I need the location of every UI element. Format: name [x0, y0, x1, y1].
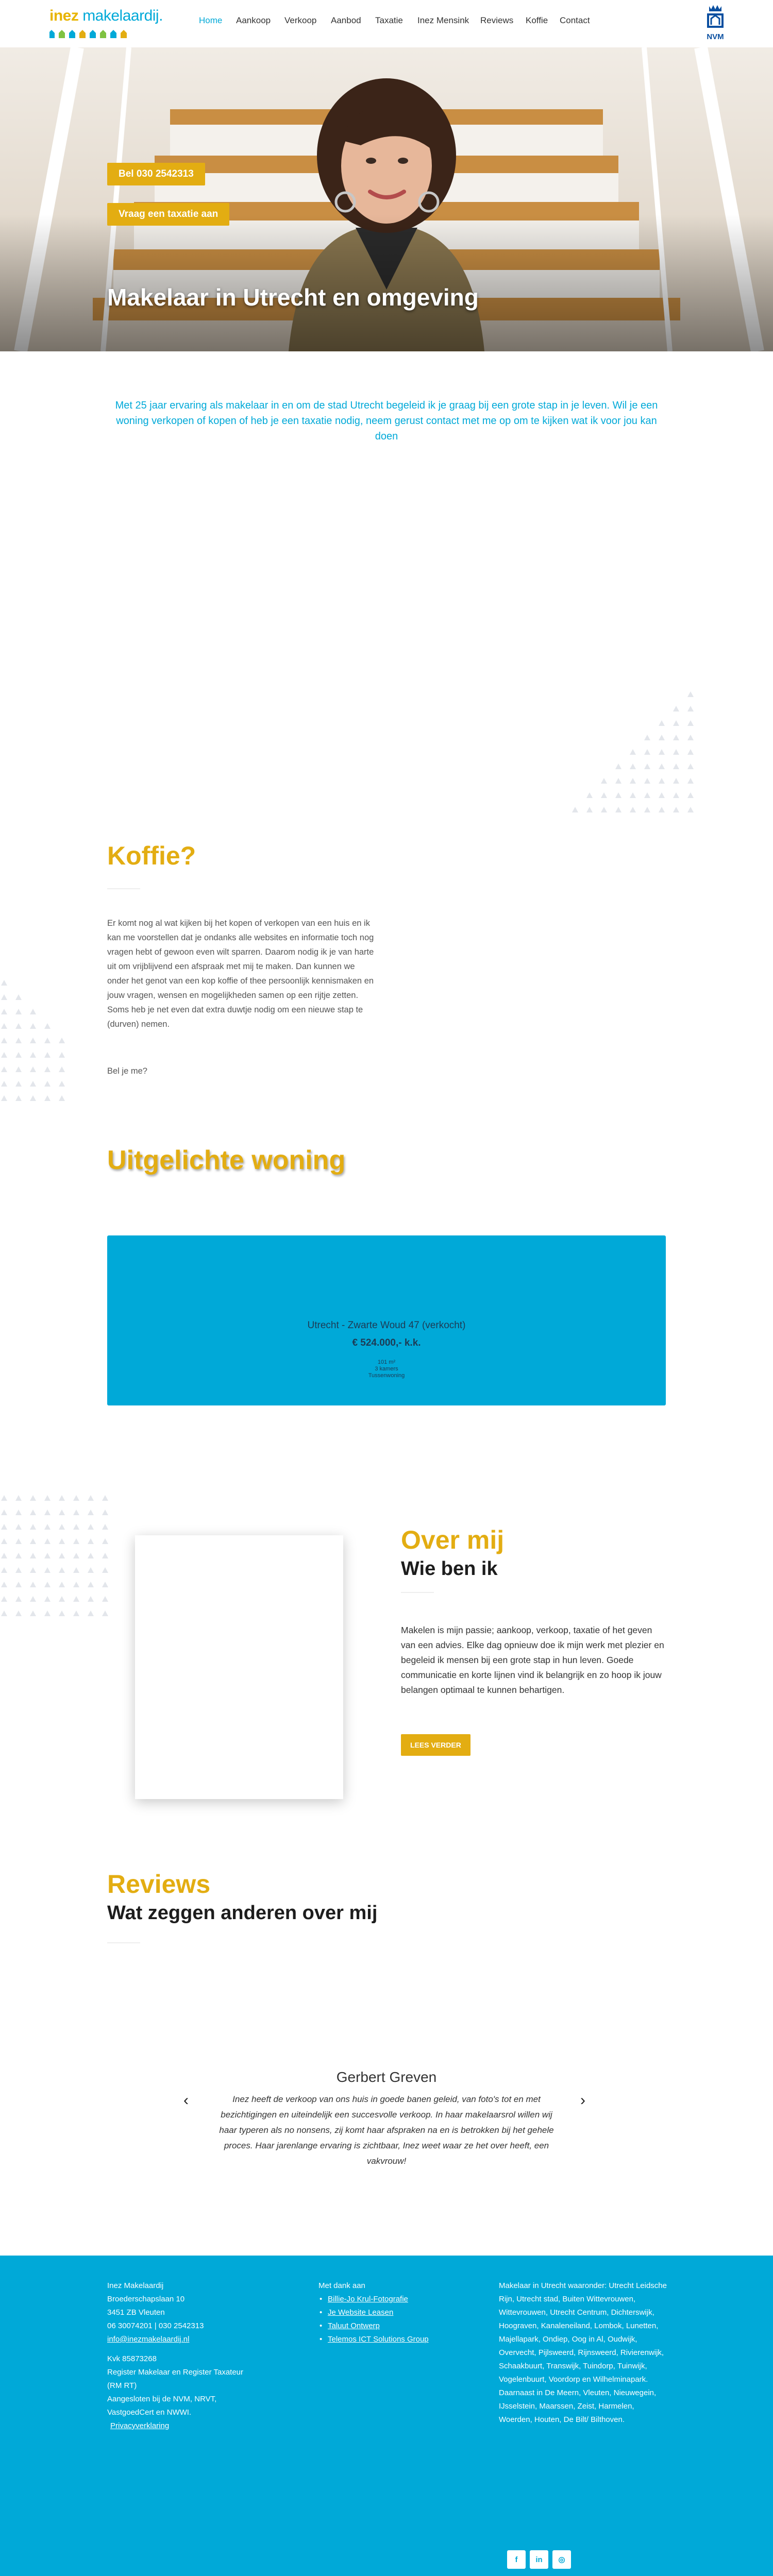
footer-contact: [107, 2279, 272, 2433]
email-link[interactable]: info@inezmakelaardij.nl: [107, 2335, 190, 2344]
privacy-link[interactable]: Privacyverklaring: [110, 2421, 170, 2430]
brand-logo[interactable]: [49, 7, 163, 38]
footer-thanks: [318, 2279, 483, 2346]
taxatie-button[interactable]: Vraag een taxatie aan: [107, 203, 229, 226]
kvk-number: Kvk 85873268: [107, 2354, 157, 2363]
read-more-button[interactable]: LEES VERDER: [401, 1734, 470, 1756]
nav-aankoop[interactable]: Aankoop: [236, 15, 271, 25]
nvm-label: NVM: [707, 32, 724, 41]
linkedin-icon[interactable]: in: [530, 2550, 548, 2569]
about-text: Makelen is mijn passie; aankoop, verkoop, taxatie of het geven van een advies. Elke dag opnieuw doe ik mijn werk met plezier en begeleid ik mensen bij een grote stap in hun leven. Goede communicatie en korte lijnen vind ik belangrijk en zo hoop ik jouw belangen optimaal te kunnen behartigen.: [401, 1625, 664, 1695]
nav-reviews[interactable]: Reviews: [480, 15, 514, 25]
nav-koffie[interactable]: Koffie: [526, 15, 548, 25]
nav-home[interactable]: Home: [199, 15, 223, 25]
property-address[interactable]: Utrecht - Zwarte Woud 47 (verkocht): [307, 1320, 466, 1331]
nav-aanbod[interactable]: Aanbod: [331, 15, 361, 25]
thanks-link[interactable]: • Taluut Ontwerp: [328, 2321, 380, 2330]
about-subtitle: Wie ben ik: [401, 1558, 498, 1580]
nav-taxatie[interactable]: Taxatie: [375, 15, 403, 25]
featured-title: Uitgelichte woning: [107, 1145, 346, 1175]
site-header: [0, 0, 773, 47]
street: Broederschapslaan 10: [107, 2295, 185, 2303]
reviews-subtitle: Wat zeggen anderen over mij: [107, 1902, 378, 1924]
divider: [401, 1592, 434, 1593]
decorative-dots: [0, 1494, 129, 1633]
divider: [107, 888, 140, 889]
intro-text: Met 25 jaar ervaring als makelaar in en om de stad Utrecht begeleid ik je graag bij een grote stap in je leven. Wil je een woning verkopen of kopen of heb je een taxatie nodig, neem gerust contact met me op om te kijken wat ik voor jou kan doen: [115, 400, 658, 442]
registration-line: VastgoedCert en NWWI.: [107, 2408, 192, 2417]
nvm-logo[interactable]: [704, 3, 727, 42]
brand-name: inez makelaardij.: [49, 7, 163, 24]
about-title: Over mij: [401, 1526, 505, 1554]
koffie-text: Er komt nog al wat kijken bij het kopen of verkopen van een huis en ik kan me voorstellen dat je ondanks alle websites en informatie toch nog vragen hebt of gewoon even wilt sparren. Daarom nodig ik je van harte uit om vrijblijvend een afspraak met mij te maken. Dan kunnen we onder het genot van een kop koffie of thee persoonlijk kennismaken en jouw vragen, wensen en mogelijkheden samen op een rijtje zetten. Soms heb je net even dat extra duwtje nodig om een nieuwe stap te (durven) nemen.: [107, 919, 374, 1029]
thanks-link[interactable]: • Je Website Leasen: [328, 2308, 394, 2317]
review-author: Gerbert Greven: [336, 2069, 437, 2085]
city: 3451 ZB Vleuten: [107, 2308, 165, 2317]
reviews-title: Reviews: [107, 1870, 211, 1899]
hero-title: Makelaar in Utrecht en omgeving: [107, 284, 479, 311]
houses-icon: [49, 29, 158, 38]
hero-banner: [0, 47, 773, 351]
koffie-title: Koffie?: [107, 841, 196, 870]
property-meta: [107, 1359, 666, 1379]
review-text: Inez heeft de verkoop van ons huis in goede banen geleid, van foto's tot en met bezichtigingen en uiteindelijk een succesvolle verkoop. In haar makelaarsrol willen wij haar typeren als no nonsens, zij komt haar afspraken na en is betrokken bij het gehele proces. Haar jarenlange ervaring is zichtbaar, Inez weet waar ze het over heeft, een vakvrouw!: [219, 2094, 554, 2166]
registration-line: (RM RT): [107, 2381, 137, 2390]
nav-inez-mensink[interactable]: Inez Mensink: [417, 15, 469, 25]
about-photo: [135, 1535, 343, 1799]
call-button[interactable]: Bel 030 2542313: [107, 163, 205, 185]
facebook-icon[interactable]: f: [507, 2550, 526, 2569]
decorative-dots: [0, 979, 82, 1113]
decorative-dots: [571, 690, 700, 819]
property-area: 101 m²: [377, 1359, 396, 1365]
instagram-icon[interactable]: ◎: [552, 2550, 571, 2569]
company-name: Inez Makelaardij: [107, 2281, 164, 2290]
chevron-left-icon[interactable]: ‹: [183, 2092, 189, 2109]
registration-line: Register Makelaar en Register Taxateur: [107, 2368, 244, 2377]
nav-contact[interactable]: Contact: [560, 15, 590, 25]
phone-numbers[interactable]: 06 30074201 | 030 2542313: [107, 2321, 204, 2330]
registration-line: Aangesloten bij de NVM, NRVT,: [107, 2395, 217, 2403]
property-rooms: 3 kamers: [375, 1366, 398, 1372]
thanks-title: Met dank aan: [318, 2281, 365, 2290]
thanks-link[interactable]: • Billie-Jo Krul-Fotografie: [328, 2295, 408, 2303]
chevron-right-icon[interactable]: ›: [580, 2092, 585, 2109]
footer-areas: Makelaar in Utrecht waaronder: Utrecht Leidsche Rijn, Utrecht stad, Buiten Wittevrouwen, Wittevrouwen, Utrecht Centrum, Dichterswijk, Hoograven, Kanaleneiland, Lombok, Lunetten, Majellapark, Ondiep, Oog in Al, Oudwijk, Overvecht, Pijlsweerd, Rijnsweerd, Rivierenwijk, Schaakbuurt, Transwijk, Tuindorp, Tuinwijk, Vogelenbuurt, Voordorp en Wilhelminapark. Daarnaast in De Meern, Vleuten, Nieuwegein, IJsselstein, Maarssen, Zeist, Harmelen, Woerden, Houten, De Bilt/ Bilthoven.: [499, 2281, 667, 2424]
thanks-link[interactable]: • Telemos ICT Solutions Group: [328, 2335, 429, 2344]
nav-verkoop[interactable]: Verkoop: [284, 15, 317, 25]
property-price: € 524.000,- k.k.: [352, 1337, 421, 1348]
divider: [107, 1942, 140, 1943]
featured-property-card[interactable]: [107, 1235, 666, 1405]
property-type: Tussenwoning: [368, 1372, 405, 1379]
koffie-question: Bel je me?: [107, 1066, 147, 1076]
